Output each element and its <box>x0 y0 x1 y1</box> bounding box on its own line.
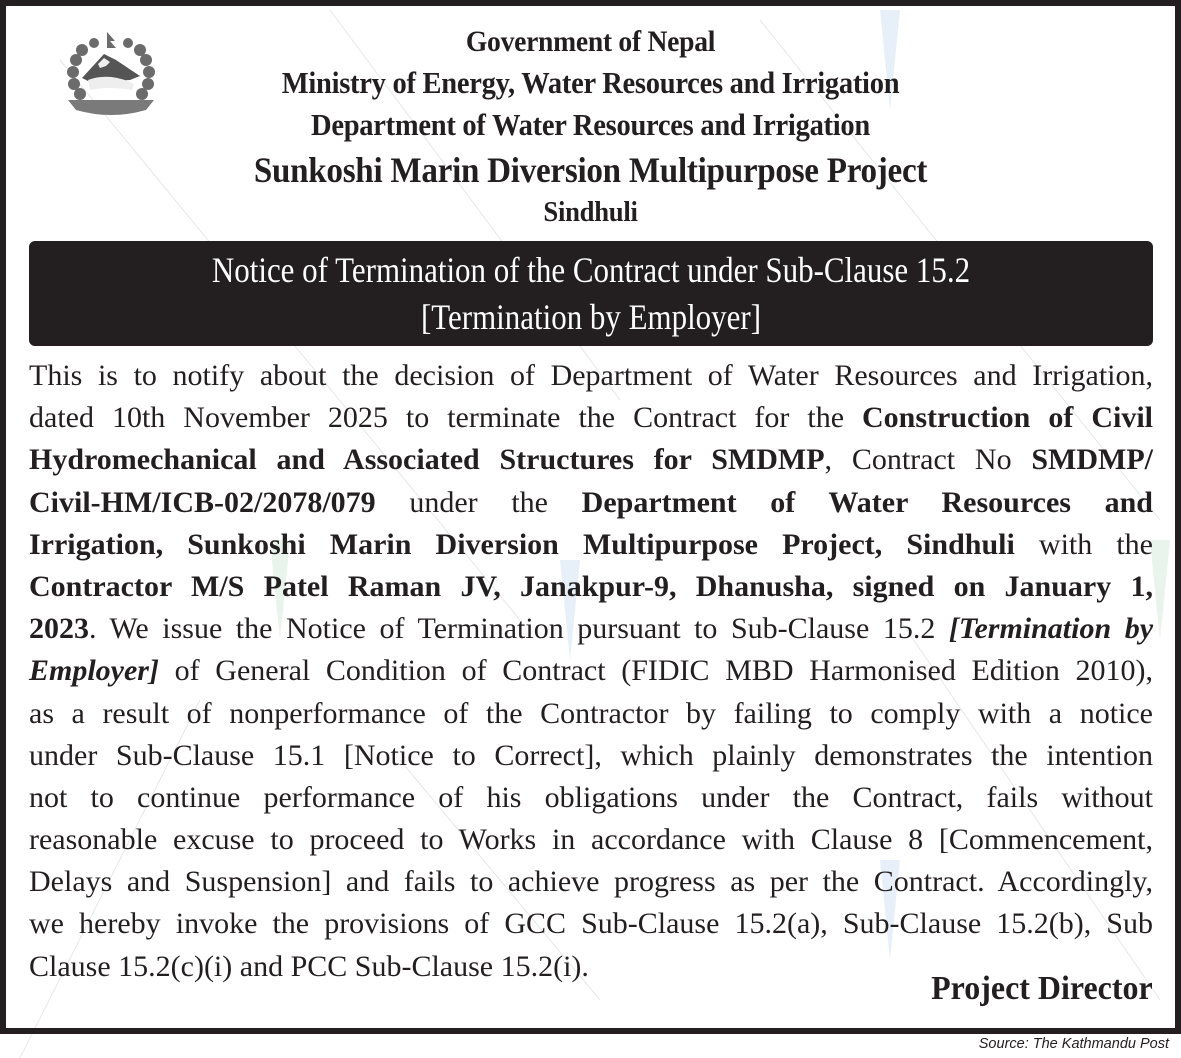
body-line <box>29 397 1153 439</box>
government-name: Government of Nepal <box>465 25 716 58</box>
notice-subtitle: [Termination by Employer] <box>420 297 762 337</box>
body-text-run: This is to notify about the decision of Department of Water Resources and Irrigation, <box>29 359 1153 392</box>
body-line <box>29 861 1153 903</box>
body-line <box>29 819 1153 861</box>
body-emphasis-run: Hydromechanical and Associated Structures for SMDMP <box>29 443 825 477</box>
body-emphasis-run: Employer] <box>29 654 159 688</box>
body-text-run: . We issue the Notice of Termination pursuant to Sub-Clause 15.2 <box>89 612 949 646</box>
notice-title: Notice of Termination of the Contract under Sub-Clause 15.2 <box>211 250 971 290</box>
body-text-run: as a result of nonperformance of the Contractor by failing to comply with a notice <box>29 696 1153 730</box>
project-location: Sindhuli <box>543 196 638 228</box>
body-line <box>29 608 1153 650</box>
body-line <box>29 524 1153 566</box>
ministry-name: Ministry of Energy, Water Resources and Irrigation <box>281 65 900 100</box>
body-emphasis-run: Civil-HM/ICB-02/2078/079 <box>29 485 376 519</box>
source-credit: Source: The Kathmandu Post <box>978 1036 1169 1052</box>
body-text-run: Clause 15.2(c)(i) and PCC Sub-Clause 15.2(i). <box>29 949 589 983</box>
department-name: Department of Water Resources and Irrigation <box>311 107 870 142</box>
notice-body <box>29 355 1153 988</box>
body-line <box>29 355 1153 397</box>
body-emphasis-run: Construction of Civil <box>862 401 1153 435</box>
body-line <box>29 693 1153 735</box>
notice-header <box>0 22 1181 230</box>
signatory-title: Project Director <box>931 970 1153 1007</box>
body-text-run: not to continue performance of his obligations under the Contract, fails without <box>29 780 1153 814</box>
body-emphasis-run: 2023 <box>29 612 89 646</box>
body-line <box>29 735 1153 777</box>
body-line <box>29 777 1153 819</box>
body-text-run: reasonable excuse to proceed to Works in accordance with Clause 8 [Commencement, <box>29 823 1153 857</box>
body-text-run: Delays and Suspension] and fails to achieve progress as per the Contract. Accordingly, <box>29 865 1153 899</box>
body-emphasis-run: Irrigation, Sunkoshi Marin Diversion Multipurpose Project, Sindhuli <box>29 527 1015 561</box>
body-emphasis-run: SMDMP/ <box>1031 443 1153 477</box>
body-line <box>29 650 1153 692</box>
body-text-run: , Contract No <box>824 443 1032 477</box>
body-text-run: we hereby invoke the provisions of GCC Sub-Clause 15.2(a), Sub-Clause 15.2(b), Sub <box>29 907 1153 941</box>
body-line <box>29 439 1153 481</box>
body-line <box>29 903 1153 945</box>
body-emphasis-run: Contractor M/S Patel Raman JV, Janakpur-9, Dhanusha, signed on January 1, <box>29 569 1153 603</box>
notice-title-banner <box>29 241 1153 346</box>
body-text-run: under the <box>375 485 582 519</box>
body-line <box>29 566 1153 608</box>
body-emphasis-run: Department of Water Resources and <box>581 485 1153 519</box>
body-text-run: dated 10th November 2025 to terminate the Contract for the <box>29 401 863 435</box>
body-text-run: of General Condition of Contract (FIDIC MBD Harmonised Edition 2010), <box>158 654 1153 688</box>
body-line <box>29 482 1153 524</box>
project-name: Sunkoshi Marin Diversion Multipurpose Project <box>253 150 928 190</box>
body-text-run: with the <box>1014 527 1153 561</box>
body-emphasis-run: [Termination by <box>948 612 1154 646</box>
body-text-run: under Sub-Clause 15.1 [Notice to Correct], which plainly demonstrates the intention <box>29 738 1153 772</box>
